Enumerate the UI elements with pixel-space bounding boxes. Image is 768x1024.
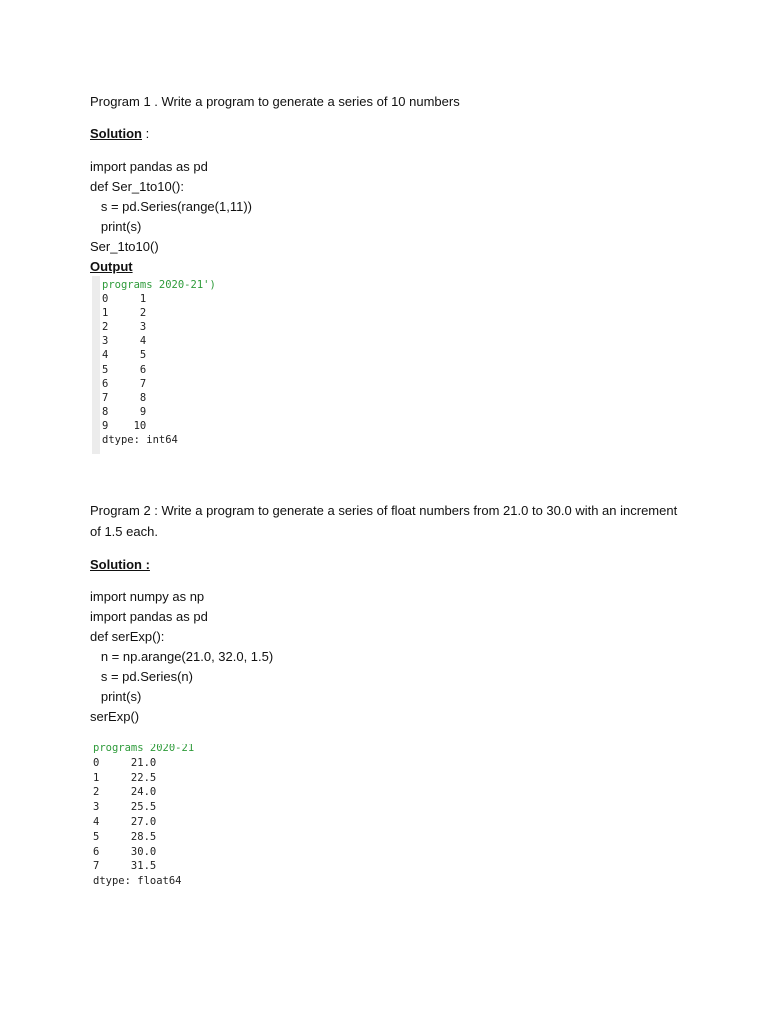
code-line: print(s) — [90, 219, 142, 234]
output-row: 7 8 — [102, 391, 147, 404]
output-heading: Output — [90, 259, 133, 274]
output-row: 6 30.0 — [93, 845, 157, 858]
output-row: 9 10 — [102, 419, 147, 432]
output-row: 2 24.0 — [93, 786, 157, 799]
console-output — [102, 278, 216, 447]
output-row: 8 9 — [102, 405, 147, 418]
program1-title: Program 1 . Write a program to generate a series of 10 numbers — [90, 94, 460, 109]
code-line: n = np.arange(21.0, 32.0, 1.5) — [90, 649, 274, 664]
output-row: 6 7 — [102, 377, 147, 390]
code-line: import pandas as pd — [90, 159, 208, 174]
output-row: 3 4 — [102, 335, 147, 348]
solution-label: Solution — [90, 126, 142, 141]
output-row: 1 2 — [102, 307, 147, 320]
program2-solution-heading: Solution : — [90, 557, 150, 572]
console-header: programs 2020-21') — [102, 279, 216, 291]
program1-solution-heading — [90, 126, 149, 142]
output-row: 5 28.5 — [93, 830, 157, 843]
output-dtype: dtype: int64 — [102, 434, 178, 447]
output-row: 1 22.5 — [93, 771, 157, 784]
code-line: Ser_1to10() — [90, 239, 159, 254]
output-row: 4 27.0 — [93, 815, 157, 828]
solution-colon: : — [142, 126, 150, 141]
code-line: import numpy as np — [90, 589, 205, 604]
program2-title-line2: of 1.5 each. — [90, 524, 158, 539]
code-line: s = pd.Series(n) — [90, 669, 193, 684]
output-row: 3 25.5 — [93, 801, 157, 814]
code-line: s = pd.Series(range(1,11)) — [90, 199, 252, 214]
console-header: programs 2020-21 — [93, 744, 195, 754]
output-row: 0 1 — [102, 293, 147, 306]
console-output — [93, 744, 194, 889]
code-line: print(s) — [90, 689, 142, 704]
output-row: 7 31.5 — [93, 860, 157, 873]
output-row: 0 21.0 — [93, 756, 157, 769]
code-line: import pandas as pd — [90, 609, 208, 624]
console-gutter — [92, 276, 100, 454]
output-row: 2 3 — [102, 321, 147, 334]
output-dtype: dtype: float64 — [93, 875, 182, 888]
code-line: serExp() — [90, 709, 140, 724]
output-row: 4 5 — [102, 349, 147, 362]
program2-output-screenshot — [92, 744, 212, 890]
output-row: 5 6 — [102, 363, 147, 376]
program1-output-screenshot — [92, 276, 222, 454]
code-line: def Ser_1to10(): — [90, 179, 184, 194]
program2-title-line1: Program 2 : Write a program to generate a series of float numbers from 21.0 to 30.0 with an increment — [90, 503, 678, 518]
code-line: def serExp(): — [90, 629, 165, 644]
